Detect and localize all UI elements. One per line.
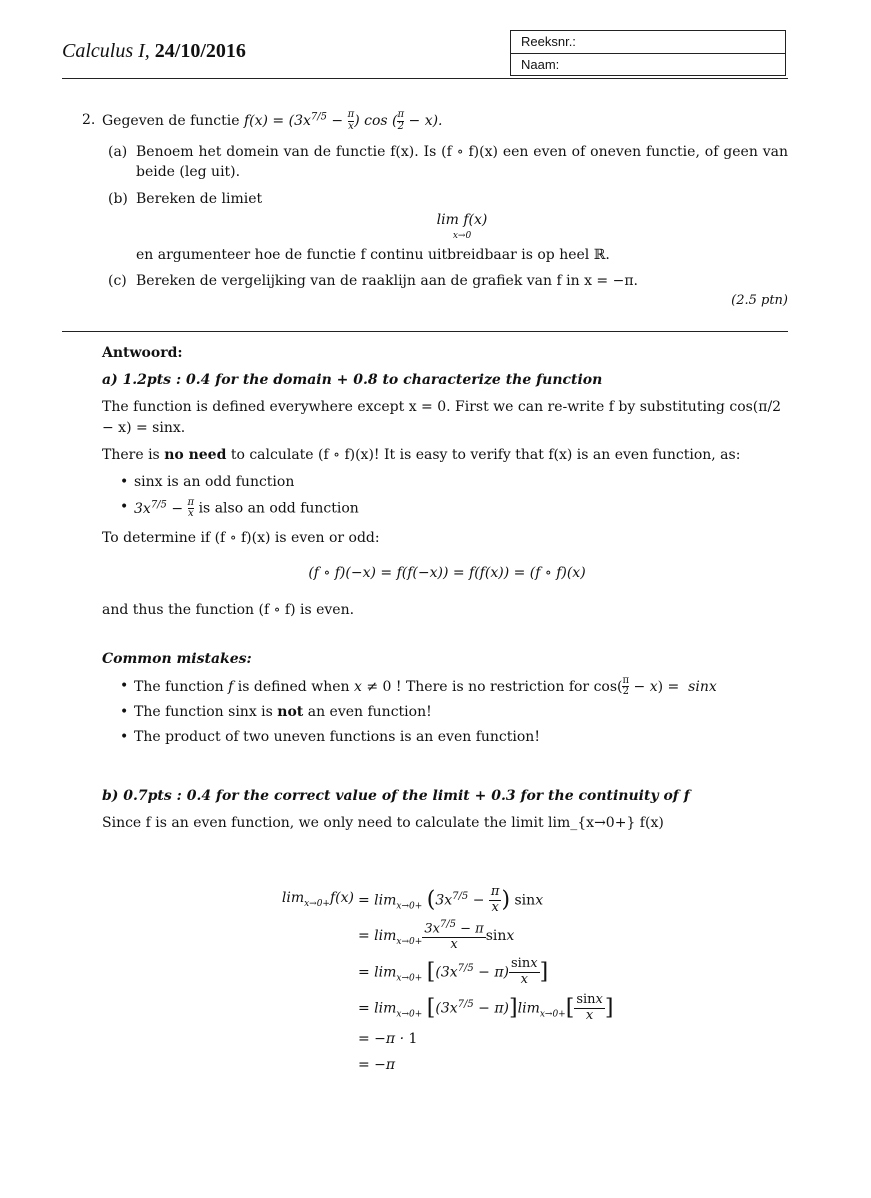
part-b-heading-text: b) 0.7pts : 0.4 for the correct value of the limit + 0.3 for the continuity of f: [102, 787, 690, 804]
part-a-paragraph-3: To determine if (f ∘ f)(x) is even or odd:: [102, 529, 380, 546]
part-a-heading: [102, 370, 792, 391]
composition-equation: (f ∘ f)(−x) = f(f(−x)) = f(f(x)) = (f ∘ f)(x): [308, 564, 586, 581]
derivation-line: = −π · 1: [358, 1031, 418, 1047]
question-number: 2.: [82, 112, 96, 128]
part-b-paragraph-1: Since f is an even function, we only need to calculate the limit lim_{x→0+} f(x): [102, 814, 664, 831]
student-info-box: [510, 30, 786, 76]
question-block: [82, 109, 788, 308]
part-a-paragraph-1: The function is defined everywhere except x = 0. First we can re-write f by substituting cos(π/2 − x) = sinx.: [102, 399, 782, 436]
text: to calculate (f ∘ f)(x)! It is easy to verify that f(x) is an even function, as:: [226, 447, 741, 463]
emphasis: no need: [164, 447, 227, 463]
answer-heading: Antwoord:: [102, 345, 183, 361]
item-label: (c): [108, 273, 127, 290]
mistakes-heading: Common mistakes:: [102, 650, 252, 667]
item-text: Bereken de limiet: [136, 190, 263, 207]
text: There is: [102, 447, 165, 463]
derivation-line: = $\lim_{x\to 0+}$ $\frac{3x^{7/5} - \pi}{x}$ sinx: [358, 918, 515, 953]
stem-text: Gegeven de functie: [102, 113, 240, 129]
list-item: [120, 702, 792, 723]
derivation-line: = $\lim_{x\to 0+} [(3x^{7/5} - \pi)]\lim_{x\to 0+}$[ $\frac{\sin x}{x}$ ]: [358, 991, 614, 1023]
limit-text: lim f(x): [436, 211, 488, 228]
text: an even function!: [303, 703, 432, 720]
part-b-heading: [102, 786, 792, 807]
course-name: Calculus I,: [62, 40, 150, 62]
item-text-continued: en argumenteer hoe de functie f continu uitbreidbaar is op heel ℝ.: [136, 246, 610, 263]
answer-block: [102, 343, 792, 840]
reeksnr-field[interactable]: Reeksnr.:: [521, 34, 576, 49]
stem-formula: $f(x) = (3x^{7/5}$ − $\frac{\pi}{x}$ ) cos ( $\frac{\pi}{2}$ − x).: [243, 109, 443, 132]
part-a-heading-text: a) 1.2pts : 0.4 for the domain + 0.8 to characterize the function: [102, 372, 603, 388]
question-item-c: [108, 271, 788, 291]
points-label: (2.5 ptn): [731, 293, 788, 308]
list-item: • The product of two uneven functions is an even function!: [120, 727, 792, 748]
list-item: • The function f is defined when x ≠ 0 ! There is no restriction for cos( $\frac{\pi}{2}$ − x) = sinx: [120, 676, 792, 698]
item-label: (b): [108, 190, 128, 207]
question-item-b: [108, 189, 788, 266]
exam-date: 24/10/2016: [154, 40, 246, 62]
page-title: [62, 40, 246, 63]
item-label: (a): [108, 144, 128, 160]
list-item: • $3x^{7/5}$ − $\frac{\pi}{x}$ is also an odd function: [120, 497, 792, 520]
item-text: Bereken de vergelijking van de raaklijn aan de grafiek van f in x = −π.: [136, 273, 638, 290]
item-text: Benoem het domein van de functie f(x). Is (f ∘ f)(x) een even of oneven functie, of geen van beide (leg uit).: [136, 144, 788, 181]
limit-expression: [136, 213, 788, 241]
question-item-a: [108, 142, 788, 183]
section-divider: [62, 331, 788, 332]
part-a-paragraph-2: [102, 445, 792, 466]
emphasis: not: [277, 703, 304, 720]
limit-subscript: x→0: [452, 230, 472, 241]
part-a-paragraph-4: and thus the function (f ∘ f) is even.: [102, 601, 355, 618]
derivation-line: $\lim_{x\to 0+}f(x)$ = $\lim_{x\to 0+} (3x^{7/5}$ − $\frac{\pi}{x}$ ) sinx: [281, 883, 544, 915]
derivation-line: = $\lim_{x\to 0+} [(3x^{7/5} - \pi)$ $\frac{\sin x}{x}$ ]: [358, 955, 549, 987]
question-stem: [102, 110, 788, 132]
question-items: [108, 142, 788, 291]
text: The function sinx is: [134, 703, 278, 720]
list-item: • sinx is an odd function: [120, 472, 792, 493]
naam-field[interactable]: Naam:: [511, 53, 785, 76]
limit-derivation: [262, 882, 613, 1078]
derivation-line: = −π: [358, 1057, 396, 1073]
header-divider: [62, 78, 788, 79]
odd-functions-list: [102, 472, 792, 520]
mistakes-list: [102, 676, 792, 748]
